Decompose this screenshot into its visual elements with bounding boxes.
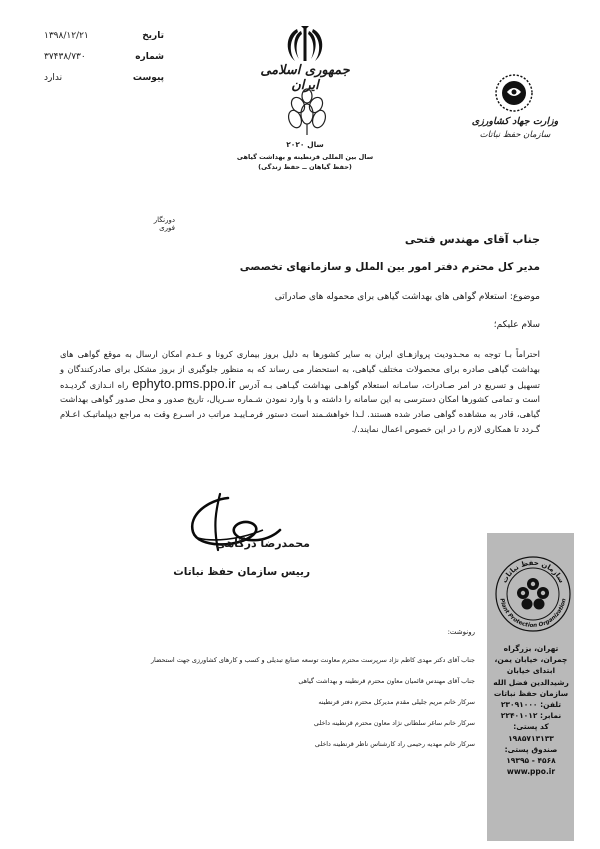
cc-item: جناب آقای مهندس قائمیان معاون محترم قرنطینه و بهداشت گیاهی — [298, 677, 475, 685]
number-label: شماره — [135, 52, 164, 62]
system-url-link[interactable]: ephyto.pms.ppo.ir — [132, 375, 236, 391]
cc-item: سرکار خانم مریم جلیلی مقدم مدیرکل محترم دفتر قرنطینه — [318, 698, 475, 706]
postal-code-label: کد پستی: — [513, 722, 549, 732]
plant-protection-organization-logo-icon — [492, 553, 574, 635]
body-part-1: احتراماً بـا توجه به محـدودیت پروازهـای ایران به سایر کشورها به دلیل بروز بیماری کرونا و عـدم امکان ارسال به موقع گواهی های بهداشت گیاهی صادره برای محصولات مختلف گیاهی، به استحضار می رساند که به منظور جلوگیری از بروز مشکل برای صادرکنندگان و تسهیل و تسریع در امر صـادرات، سامـانه استعلام گواهـی بهداشت گیـاهی بـه آدرس — [60, 349, 540, 390]
attachment-value: ندارد — [44, 73, 63, 83]
addressee-title: مدیر کل محترم دفتر امور بین الملل و سازمانهای تخصصی — [239, 261, 540, 273]
plant-health-year-logo-icon — [285, 88, 329, 136]
logo-english-text: Plant Protection Organization — [498, 597, 568, 630]
year-line-2: (حفظ گیاهان ــ حفظ زندگی) — [258, 163, 352, 171]
phone-number: تلفن: ۲۳۰۹۱۰۰۰ — [500, 700, 562, 710]
ministry-name: وزارت جهاد کشاورزی — [471, 116, 559, 127]
cc-item: جناب آقای دکتر مهدی کاظم نژاد سرپرست محترم معاونت توسعه صنایع تبدیلی و کسب و کارهای کشاورزی جهت استحضار — [150, 656, 475, 664]
date-label: تاریخ — [142, 31, 164, 41]
date-value: ۱۳۹۸/۱۲/۲۱ — [44, 31, 89, 41]
body-part-2: راه انـدازی گردیـده است و تمامی کشورها امکان دسترسی به این سامانه را داشته و با وارد نمودن شـماره سـریال، تاریخ صدور و محل صدور گواهی بهداشت گیاهی، قادر به مشاهده گواهی صادر شده هستند. لـذا خواهشـمند است دستور فرمـاییـد مراتب در اسـرع وقت به مراجع دیپلماتیـک اعـلام گـردد تا همکاری لازم را در این خصوص اعمال نمایند./. — [60, 379, 540, 434]
signatory-name: محمدرضا درگاهی — [215, 537, 310, 550]
letter-body — [60, 347, 540, 437]
attachment-row — [44, 68, 164, 89]
letter-meta — [44, 26, 164, 89]
po-box-value: ۱۹۳۹۵ - ۴۵۶۸ — [506, 756, 556, 766]
cc-heading: رونوشت: — [447, 628, 475, 636]
number-value: ۳۷۴۳۸/۷۳۰ — [44, 52, 86, 62]
country-name: جمهوری اسلامی ایران — [260, 63, 350, 93]
postal-code-value: ۱۹۸۵۷۱۳۱۳۳ — [508, 733, 554, 743]
year-line-1: سال بین المللی قرنطینه و بهداشت گیاهی — [236, 153, 374, 161]
contact-org: سازمان حفظ نباتات — [493, 688, 569, 698]
po-box-label: صندوق پستی: — [504, 744, 558, 754]
attachment-label: پیوست — [132, 73, 164, 83]
postal-address: تهران، بزرگراه چمران، خیابان یمن، ابتدای خیابان رشیدالدین فضل الله — [493, 644, 569, 687]
signatory-title: رییس سازمان حفظ نباتات — [173, 566, 310, 578]
number-row — [44, 47, 164, 68]
contact-info — [491, 643, 571, 777]
fax-number: نمابر: ۲۲۴۰۱۰۱۲ — [500, 711, 562, 721]
date-row — [44, 26, 164, 47]
letter-subject: موضوع: استعلام گواهی های بهداشت گیاهی برای محموله های صادراتی — [274, 292, 540, 302]
website-link[interactable]: www.ppo.ir — [506, 767, 556, 777]
jihad-ministry-logo-icon — [493, 72, 535, 114]
cc-item: سرکار خانم ساغر سلطانی نژاد معاون محترم قرنطینه داخلی — [313, 719, 475, 727]
organization-name: سازمان حفظ نباتات — [479, 130, 551, 140]
greeting: سلام علیکم؛ — [493, 320, 540, 330]
addressee-name: جناب آقای مهندس فتحی — [404, 233, 540, 246]
cc-item: سرکار خانم مهدیه رحیمی راد کارشناس ناظر قرنطینه داخلی — [314, 740, 475, 748]
year-title: سال ۲۰۲۰ — [286, 140, 324, 149]
iran-emblem-icon — [265, 25, 345, 65]
urgent-fax-note: دورنگار فوری — [153, 216, 175, 232]
cc-list — [60, 650, 475, 755]
logo-persian-text: سازمان حفظ نباتات — [500, 558, 566, 585]
year-subtitle — [200, 152, 410, 172]
